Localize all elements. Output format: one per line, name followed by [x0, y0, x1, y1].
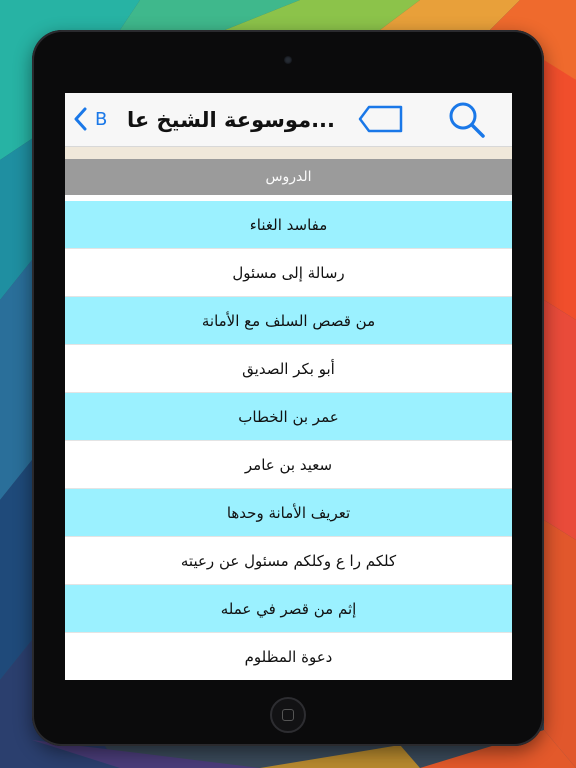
list-item[interactable]: رسالة إلى مسئول — [65, 249, 512, 297]
list-item[interactable]: دعوة المظلوم — [65, 633, 512, 680]
front-camera — [284, 56, 292, 64]
list-item[interactable]: سعيد بن عامر — [65, 441, 512, 489]
list-item[interactable]: تعريف الأمانة وحدها — [65, 489, 512, 537]
app-screen — [65, 93, 512, 680]
list-item[interactable]: من قصص السلف مع الأمانة — [65, 297, 512, 345]
header-strip — [65, 147, 512, 159]
list-item[interactable]: إثم من قصر في عمله — [65, 585, 512, 633]
lessons-list — [65, 201, 512, 680]
page-title: موسوعة الشيخ عا... — [127, 108, 336, 132]
navigation-bar — [65, 93, 512, 147]
chevron-left-icon — [73, 107, 87, 131]
home-square-icon — [282, 709, 294, 721]
list-item[interactable]: مفاسد الغناء — [65, 201, 512, 249]
home-button[interactable] — [270, 697, 306, 733]
back-button-label: B — [95, 108, 108, 130]
back-button[interactable] — [73, 105, 107, 133]
list-item[interactable]: عمر بن الخطاب — [65, 393, 512, 441]
list-item[interactable]: كلكم را ع وكلكم مسئول عن رعيته — [65, 537, 512, 585]
tag-icon[interactable] — [357, 103, 405, 135]
list-item[interactable]: أبو بكر الصديق — [65, 345, 512, 393]
search-icon[interactable] — [445, 99, 489, 139]
section-header-lessons: الدروس — [65, 159, 512, 195]
